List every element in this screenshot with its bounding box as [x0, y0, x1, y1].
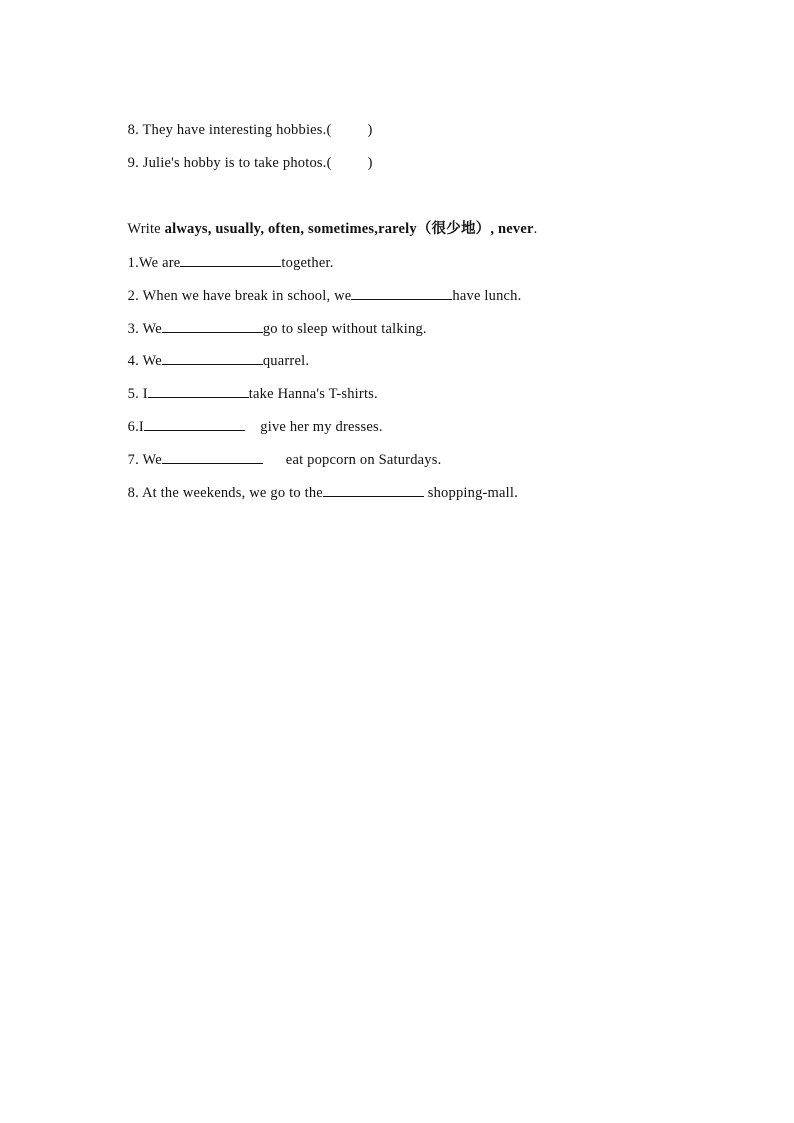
fill-item-8 [120, 465, 518, 502]
fill-item-5-blank[interactable] [148, 384, 249, 398]
instruction-word-list: always, usually, often, sometimes,rarely（很少地）, never [164, 221, 534, 237]
fill-item-4-before: 4. We [127, 353, 162, 369]
fill-item-6-before: 6.I [127, 419, 144, 435]
fill-item-5-after: take Hanna's T-shirts. [248, 386, 378, 402]
fill-item-7-before: 7. We [127, 452, 162, 468]
fill-item-5 [120, 366, 378, 403]
question-9-close-paren: ) [367, 155, 373, 171]
fill-item-1-after: together. [281, 255, 334, 271]
fill-item-6 [120, 399, 383, 436]
fill-item-1-before: 1.We are [127, 255, 181, 271]
fill-item-4-after: quarrel. [262, 353, 310, 369]
fill-item-2-after: have lunch. [452, 288, 522, 304]
question-9-true-false [120, 136, 373, 172]
fill-item-3-before: 3. We [127, 321, 162, 337]
fill-item-3-blank[interactable] [162, 319, 263, 333]
fill-in-instruction [120, 202, 537, 238]
fill-item-2-before: 2. When we have break in school, we [127, 288, 352, 304]
fill-item-2 [120, 268, 521, 305]
fill-item-8-before: 8. At the weekends, we go to the [127, 485, 323, 501]
question-8-close-paren: ) [367, 122, 373, 138]
fill-item-8-blank[interactable] [323, 483, 424, 497]
fill-item-7-after: eat popcorn on Saturdays. [262, 452, 442, 468]
fill-item-4-blank[interactable] [162, 351, 263, 365]
fill-item-1-blank[interactable] [180, 253, 281, 267]
question-9-text: 9. Julie's hobby is to take photos.( [127, 155, 332, 171]
fill-item-2-blank[interactable] [351, 286, 452, 300]
instruction-end: . [533, 221, 538, 237]
instruction-lead: Write [127, 221, 165, 237]
fill-item-3-after: go to sleep without talking. [262, 321, 427, 337]
question-8-true-false [120, 103, 373, 139]
fill-item-6-after: give her my dresses. [244, 419, 383, 435]
question-8-text: 8. They have interesting hobbies.( [127, 122, 332, 138]
fill-item-5-before: 5. I [127, 386, 148, 402]
fill-item-8-after: shopping-mall. [423, 485, 518, 501]
fill-item-7-blank[interactable] [162, 450, 263, 464]
fill-item-7 [120, 432, 441, 469]
fill-item-4 [120, 333, 309, 370]
fill-item-6-blank[interactable] [144, 417, 245, 431]
fill-item-1 [120, 235, 334, 272]
